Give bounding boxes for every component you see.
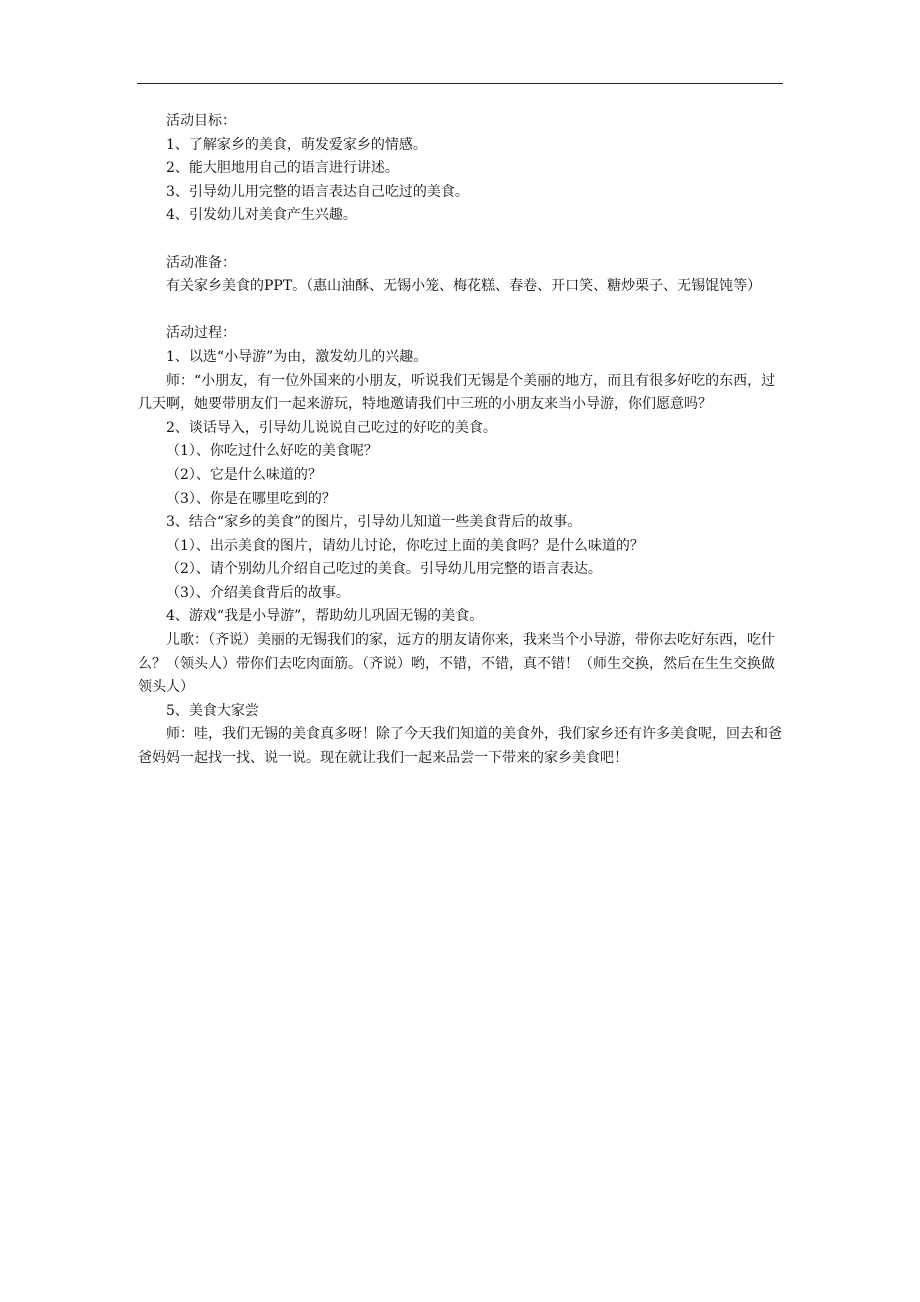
header-rule bbox=[137, 83, 783, 84]
prep-section bbox=[138, 252, 783, 299]
goal-item: 4、引发幼儿对美食产生兴趣。 bbox=[166, 207, 357, 224]
goal-item: 3、引导幼儿用完整的语言表达自己吃过的美食。 bbox=[166, 183, 469, 200]
goal-item: 2、能大胆地用自己的语言进行讲述。 bbox=[166, 160, 399, 177]
goals-section bbox=[138, 110, 783, 228]
step-1-teacher-line: 师：“小朋友，有一位外国来的小朋友，听说我们无锡是个美丽的地方，而且有很多好吃的东西，过几天啊，她要带朋友们一起来游玩，特地邀请我们中三班的小朋友来当小导游，你们愿意吗？ bbox=[138, 372, 776, 413]
goals-heading: 活动目标： bbox=[166, 113, 236, 129]
step-3-sub: （2）、请个别幼儿介绍自己吃过的美食。引导幼儿用完整的语言表达。 bbox=[166, 561, 602, 578]
step-2-sub: （1）、你吃过什么好吃的美食呢？ bbox=[166, 443, 378, 460]
step-3: 3、结合“家乡的美食”的图片，引导幼儿知道一些美食背后的故事。 bbox=[166, 514, 582, 531]
step-4-song: 儿歌：（齐说）美丽的无锡我们的家，远方的朋友请你来，我来当个小导游，带你去吃好东西，吃什么？（领头人）带你们去吃肉面筋。（齐说）哟，不错，不错，真不错！（师生交换，然后在生生交换做领头人） bbox=[138, 632, 775, 696]
process-section bbox=[138, 322, 783, 770]
spacer bbox=[138, 228, 783, 252]
step-4: 4、游戏“我是小导游”，帮助幼儿巩固无锡的美食。 bbox=[166, 608, 484, 625]
spacer bbox=[138, 299, 783, 323]
document-body bbox=[138, 110, 783, 771]
step-2-sub: （2）、它是什么味道的？ bbox=[166, 466, 322, 483]
prep-text: 有关家乡美食的PPT。（惠山油酥、无锡小笼、梅花糕、春卷、开口笑、糖炒栗子、无锡馄饨等） bbox=[166, 278, 762, 295]
step-5-teacher-line: 师：哇，我们无锡的美食真多呀！除了今天我们知道的美食外，我们家乡还有许多美食呢，回去和爸爸妈妈一起找一找、说一说。现在就让我们一起来品尝一下带来的家乡美食吧！ bbox=[138, 726, 782, 767]
step-3-sub: （3）、介绍美食背后的故事。 bbox=[166, 584, 350, 601]
step-3-sub: （1）、出示美食的图片，请幼儿讨论，你吃过上面的美食吗？是什么味道的？ bbox=[166, 537, 644, 554]
process-heading: 活动过程： bbox=[166, 325, 236, 342]
step-2: 2、谈话导入，引导幼儿说说自己吃过的好吃的美食。 bbox=[166, 419, 497, 436]
step-1: 1、以选“小导游”为由，激发幼儿的兴趣。 bbox=[166, 348, 428, 365]
prep-heading: 活动准备： bbox=[166, 254, 236, 271]
goal-item: 1、了解家乡的美食，萌发爱家乡的情感。 bbox=[166, 136, 427, 153]
step-2-sub: （3）、你是在哪里吃到的？ bbox=[166, 490, 336, 507]
step-5: 5、美食大家尝 bbox=[166, 702, 259, 719]
